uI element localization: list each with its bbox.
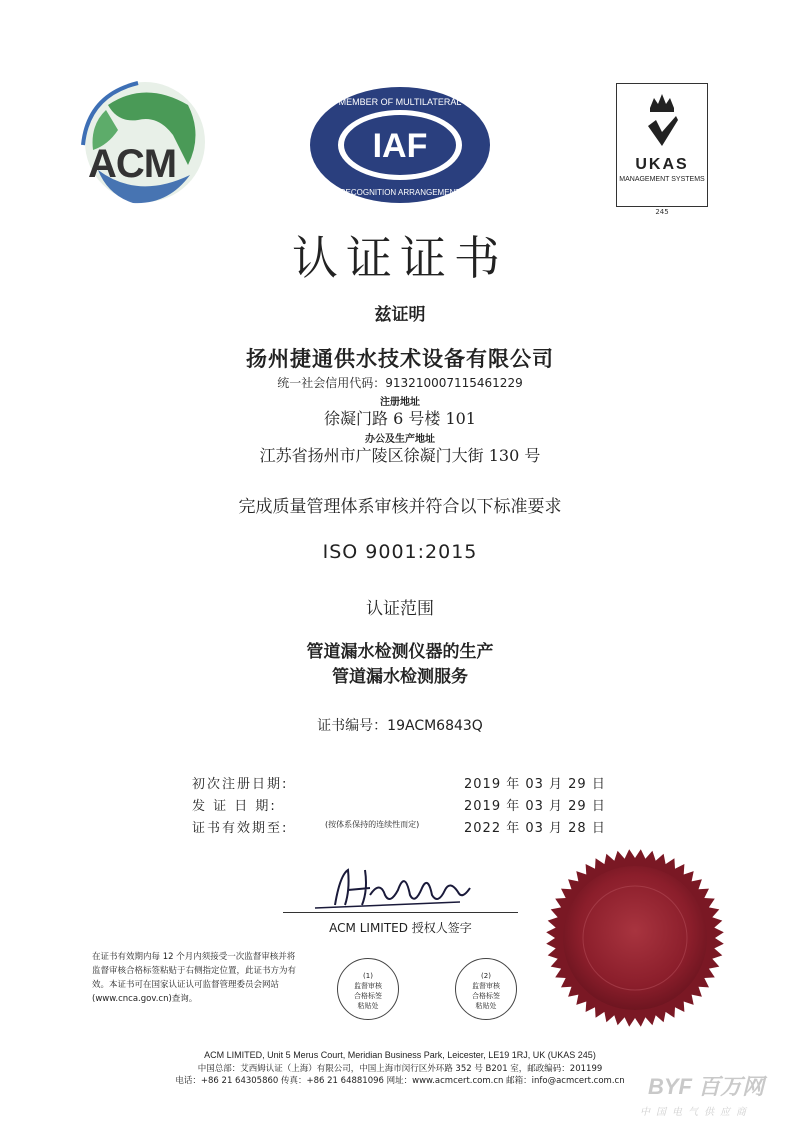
ukas-logo: [616, 83, 708, 207]
iaf-ring-top: MEMBER OF MULTILATERAL: [338, 97, 462, 107]
iaf-logo: [308, 85, 493, 205]
surveillance-notice: 在证书有效期内每 12 个月内须接受一次监督审核并将监督审核合格标签粘贴于右侧指定位置，此证书方为有效。本证书可在国家认证认可监督管理委员会网站(www.cnca.gov.cn)查询。: [92, 952, 297, 1004]
stamp-text: 粘贴处: [475, 1002, 497, 1010]
stamp-number: (2): [481, 972, 491, 980]
ukas-number: 245: [655, 208, 669, 216]
footer-address-china: 中国总部：艾西姆认证（上海）有限公司，中国上海市闵行区外环路 352 号 B201 室，邮政编码：201199: [197, 1064, 603, 1074]
footer-address-uk: ACM LIMITED, Unit 5 Merus Court, Meridian Business Park, Leicester, LE19 1RJ, UK (UKAS 245): [204, 1050, 596, 1060]
certificate-title: 认证证书: [292, 231, 508, 285]
initial-registration-date: 2019 年 03 月 29 日: [464, 777, 606, 792]
expiry-label: 证书有效期至:: [192, 821, 289, 836]
stamp-text: 粘贴处: [357, 1002, 379, 1010]
registered-address-label: 注册地址: [380, 397, 420, 408]
issue-date: 2019 年 03 月 29 日: [464, 799, 606, 814]
stamp-text: 监督审核: [354, 982, 382, 990]
ukas-subtitle: MANAGEMENT SYSTEMS: [619, 176, 705, 183]
registered-address: 徐凝门路 6 号楼 101: [324, 409, 476, 428]
crown-check-icon: [642, 90, 682, 152]
acm-logo-text: ACM: [88, 142, 177, 186]
scope-line: 管道漏水检测仪器的生产: [306, 642, 494, 662]
initial-registration-label: 初次注册日期:: [192, 777, 289, 792]
surveillance-label-slot-2: [455, 958, 517, 1020]
signature-label: ACM LIMITED 授权人签字: [329, 921, 472, 935]
stamp-text: 合格标签: [354, 992, 382, 1000]
red-seal-icon: [545, 848, 725, 1028]
certify-heading: 兹证明: [374, 305, 426, 325]
footer-contact: 电话：+86 21 64305860 传真：+86 21 64881096 网址：www.acmcert.com.cn 邮箱：info@acmcert.com.cn: [175, 1076, 625, 1086]
office-address-label: 办公及生产地址: [365, 434, 435, 445]
iso-standard: ISO 9001:2015: [322, 541, 478, 563]
signature-line: [283, 912, 518, 913]
expiry-date: 2022 年 03 月 28 日: [464, 821, 606, 836]
expiry-note: (按体系保持的连续性而定): [325, 820, 420, 829]
company-name: 扬州捷通供水技术设备有限公司: [246, 347, 554, 371]
stamp-number: (1): [363, 972, 373, 980]
certificate-number: 证书编号：19ACM6843Q: [317, 718, 483, 734]
credit-code: 统一社会信用代码：913210007115461229: [277, 376, 523, 390]
watermark-subtitle: 中国电气供应商: [640, 1107, 752, 1118]
iaf-ring-bottom: RECOGNITION ARRANGEMENT: [339, 188, 461, 197]
stamp-text: 监督审核: [472, 982, 500, 990]
ukas-brand: UKAS: [635, 156, 689, 173]
office-address: 江苏省扬州市广陵区徐凝门大街 130 号: [259, 446, 541, 465]
scope-line: 管道漏水检测服务: [332, 667, 468, 687]
issue-date-label: 发 证 日 期:: [192, 799, 277, 814]
signature-image: [310, 860, 490, 915]
iaf-text: IAF: [372, 127, 428, 165]
surveillance-label-slot-1: [337, 958, 399, 1020]
scope-heading: 认证范围: [366, 599, 434, 619]
stamp-text: 合格标签: [472, 992, 500, 1000]
conformity-statement: 完成质量管理体系审核并符合以下标准要求: [238, 497, 562, 517]
watermark-brand: BYF 百万网: [648, 1074, 765, 1099]
